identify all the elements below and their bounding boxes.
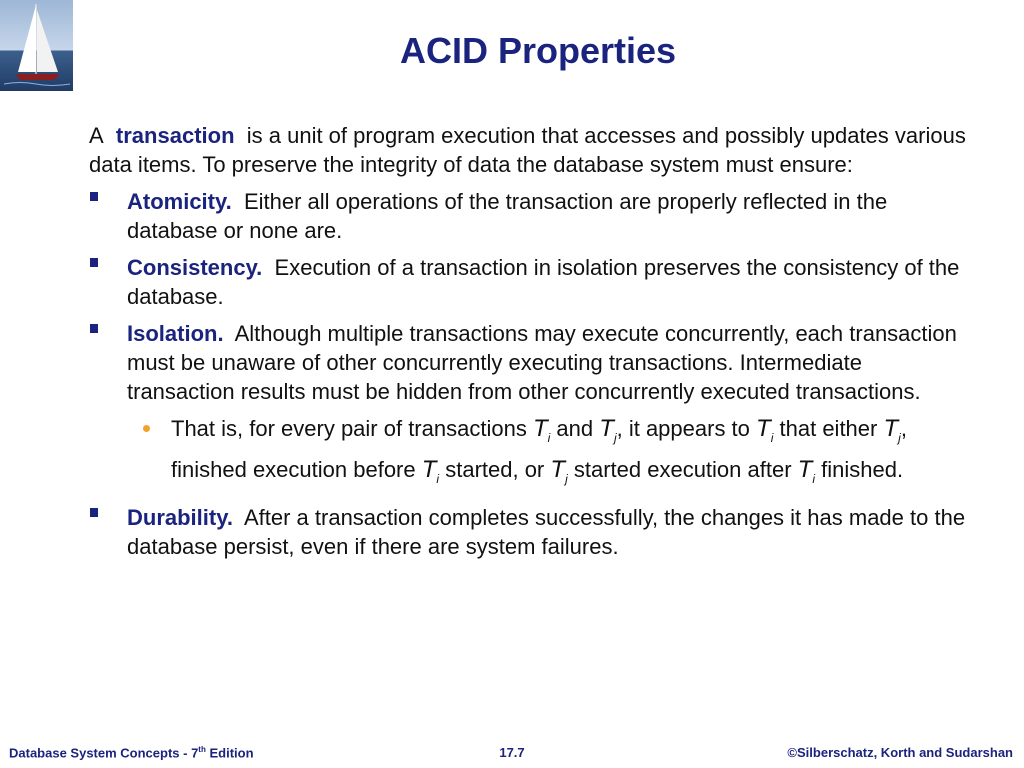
bullet-atomicity — [89, 187, 969, 245]
bullet-text: Either all operations of the transaction are properly reflected in the database or none are. — [127, 189, 888, 243]
slide-footer — [0, 745, 1024, 763]
bullet-durability — [89, 503, 969, 561]
square-bullet-icon — [90, 258, 98, 267]
bullet-text: Although multiple transactions may execute concurrently, each transaction must be unaware of other concurrently executing transactions. Intermediate transaction results must be hidden from other concurrently executed transactions. — [127, 321, 957, 404]
footer-copyright: ©Silberschatz, Korth and Sudarshan — [787, 745, 1013, 760]
bullet-term: Atomicity. — [127, 189, 232, 214]
footer-book-title: Database System Concepts - 7th Edition — [9, 745, 254, 761]
sub-text: started execution after — [573, 456, 792, 482]
slide-body — [89, 121, 969, 569]
sub-text: that either — [779, 416, 878, 441]
bullet-isolation — [89, 319, 969, 406]
square-bullet-icon — [90, 192, 98, 201]
intro-paragraph — [89, 121, 969, 179]
footer-page-number: 17.7 — [499, 745, 525, 760]
square-bullet-icon — [90, 324, 98, 333]
bullet-text: After a transaction completes successfully, the changes it has made to the database persist, even if there are system failures. — [127, 504, 966, 559]
bullet-consistency — [89, 253, 969, 311]
bullet-term: Isolation. — [127, 321, 224, 346]
isolation-sub-bullet — [89, 413, 969, 495]
bullet-term: Consistency. — [127, 255, 263, 280]
transaction-keyword: transaction — [115, 123, 235, 148]
sub-text: , finished execution before — [171, 416, 907, 482]
sub-text: and — [556, 416, 594, 441]
var-ti: $T_i$ — [532, 415, 551, 445]
round-bullet-icon — [143, 425, 150, 432]
var-ti: $T_i$ — [756, 415, 774, 445]
var-ti: $T_i$ — [797, 455, 816, 486]
bullet-text: Execution of a transaction in isolation preserves the consistency of the database. — [127, 255, 960, 309]
var-tj: $T_j$ — [883, 415, 901, 445]
sub-text: , it appears to — [616, 416, 750, 441]
var-tj: $T_j$ — [599, 415, 617, 445]
intro-prefix: A — [89, 123, 104, 148]
var-tj: $T_j$ — [550, 455, 568, 486]
var-ti: $T_i$ — [421, 455, 440, 486]
sub-text: started, or — [445, 456, 545, 482]
square-bullet-icon — [90, 508, 98, 517]
sub-text: That is, for every pair of transactions — [171, 416, 527, 441]
slide-title: ACID Properties — [399, 30, 677, 71]
bullet-term: Durability. — [127, 504, 233, 530]
intro-text: is a unit of program execution that accesses and possibly updates various data items. To preserve the integrity of data the database system must ensure: — [89, 123, 966, 177]
sub-text: finished. — [821, 456, 904, 482]
